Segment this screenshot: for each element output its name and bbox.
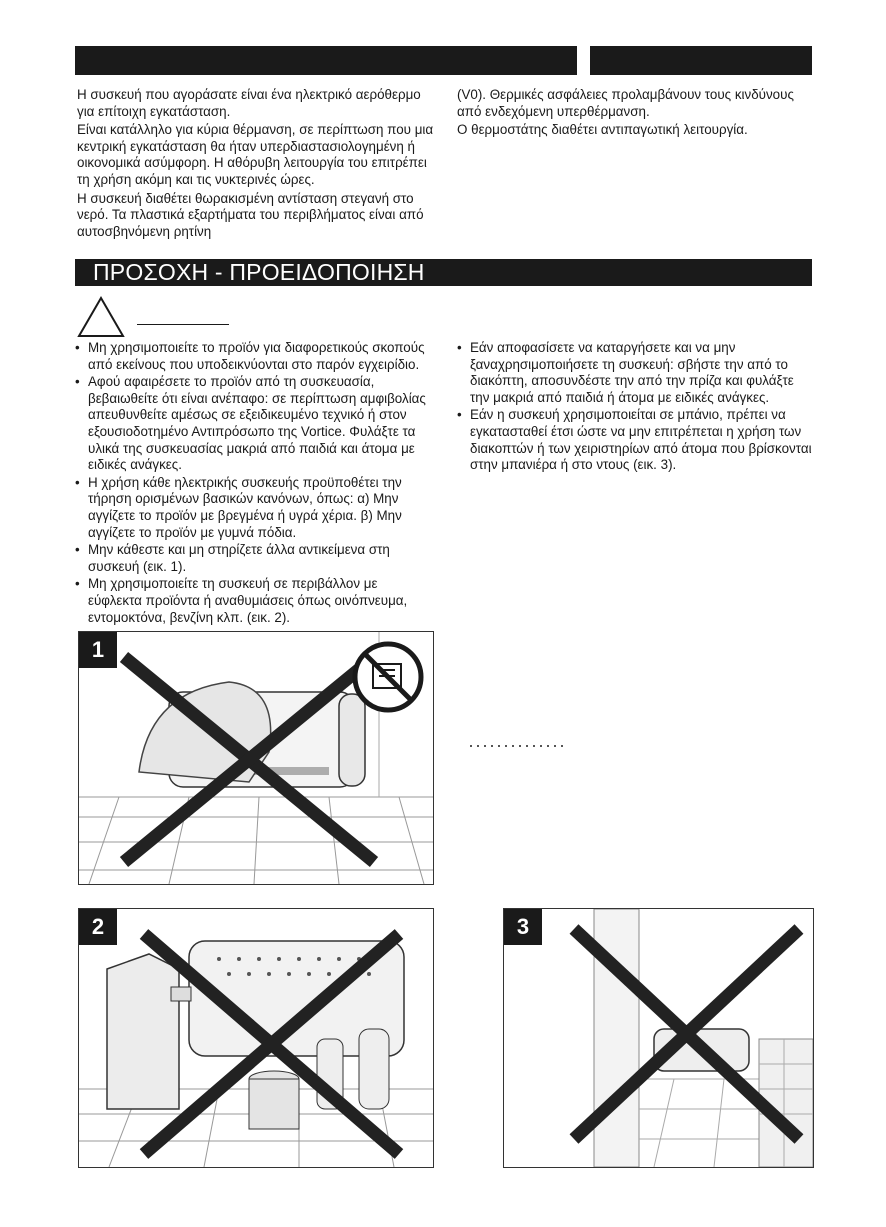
list-item: • Αφού αφαιρέσετε το προϊόν από τη συσκευασία, βεβαιωθείτε ότι είναι ανέπαφο: σε περίπτωση αμφιβολίας απευθυνθείτε αμέσως σε εξειδικευμένο τεχνικό ή στον εξουσιοδοτημένο Αντιπρόσωπο της Vortice. Φυλάξτε τα υλικά της συσκευασίας μακριά από παιδιά και άτομα με ειδικές ανάγκες. [75,374,435,474]
list-item: • Μη χρησιμοποιείτε το προϊόν για διαφορετικούς σκοπούς από εκείνους που υποδεικνύονται στο παρόν εγχειρίδιο. [75,340,435,373]
list-item: • Μη χρησιμοποιείτε τη συσκευή σε περιβάλλον με εύφλεκτα προϊόντα ή αναθυμιάσεις όπως οινόπνευμα, εντομοκτόνα, βενζίνη κλπ. (εικ. 2). [75,576,435,626]
no-sitting-sign-icon [351,640,425,714]
warning-right-column [457,340,815,475]
figure-1 [78,631,434,885]
warning-left-column [75,340,435,627]
figure-number: 1 [79,632,117,668]
intro-paragraph: (V0). Θερμικές ασφάλειες προλαμβάνουν τους κινδύνους από ενδεχόμενη υπερθέρμανση. [457,87,794,119]
intro-paragraph: Είναι κατάλληλο για κύρια θέρμανση, σε περίπτωση που μια κεντρική εγκατάσταση θα ήταν υπερδιαστασιολογημένη ή οικονομικά ασύμφορη. Η αθόρυβη λειτουργία του επιτρέπει τη χρήση ακόμη και τις νυκτερινές ώρες. [77,122,434,187]
figure-3-illustration [504,909,813,1167]
intro-left-column [77,87,437,242]
figure-3 [503,908,814,1168]
figure-number: 3 [504,909,542,945]
intro-paragraph: Η συσκευή που αγοράσατε είναι ένα ηλεκτρικό αερόθερμο για επίτοιχη εγκατάσταση. [77,87,421,119]
figure-2-illustration [79,909,433,1167]
intro-paragraph: Ο θερμοστάτης διαθέτει αντιπαγωτική λειτουργία. [457,122,748,138]
dotted-mark [470,745,565,747]
figure-number: 2 [79,909,117,945]
warning-triangle-icon [77,296,125,338]
list-item: • Η χρήση κάθε ηλεκτρικής συσκευής προϋποθέτει την τήρηση ορισμένων βασικών κανόνων, όπως: α) Μην αγγίζετε το προϊόν με βρεγμένα ή υγρά χέρια. β) Μην αγγίζετε το προϊόν με γυμνά πόδια. [75,475,435,541]
intro-right-column [457,87,813,141]
intro-paragraph: Η συσκευή διαθέτει θωρακισμένη αντίσταση στεγανή στο νερό. Τα πλαστικά εξαρτήματα του περιβλήματος είναι από αυτοσβηνόμενη ρητίνη [77,190,424,239]
header-bar-left [75,46,577,75]
list-item: • Εάν η συσκευή χρησιμοποιείται σε μπάνιο, πρέπει να εγκατασταθεί έτσι ώστε να μην επιτρέπεται η χρήση των διακοπτών ή των χειριστηρίων από άτομα που βρίσκονται στην μπανιέρα ή στο ντους (εικ. 3). [457,407,815,473]
figure-2 [78,908,434,1168]
warning-banner [75,259,812,286]
list-item: • Μην κάθεστε και μη στηρίζετε άλλα αντικείμενα στη συσκευή (εικ. 1). [75,542,435,575]
warning-title: ΠΡΟΣΟΧΗ - ΠΡΟΕΙΔΟΠΟΙΗΣΗ [93,259,425,285]
header-bar-right [590,46,812,75]
warning-underline [137,324,229,325]
list-item: • Εάν αποφασίσετε να καταργήσετε και να μην ξαναχρησιμοποιήσετε τη συσκευή: σβήστε την από το διακόπτη, αποσυνδέστε την από την πρίζα και φυλάξτε την μακριά από παιδιά ή άτομα με ειδικές ανάγκες. [457,340,815,406]
